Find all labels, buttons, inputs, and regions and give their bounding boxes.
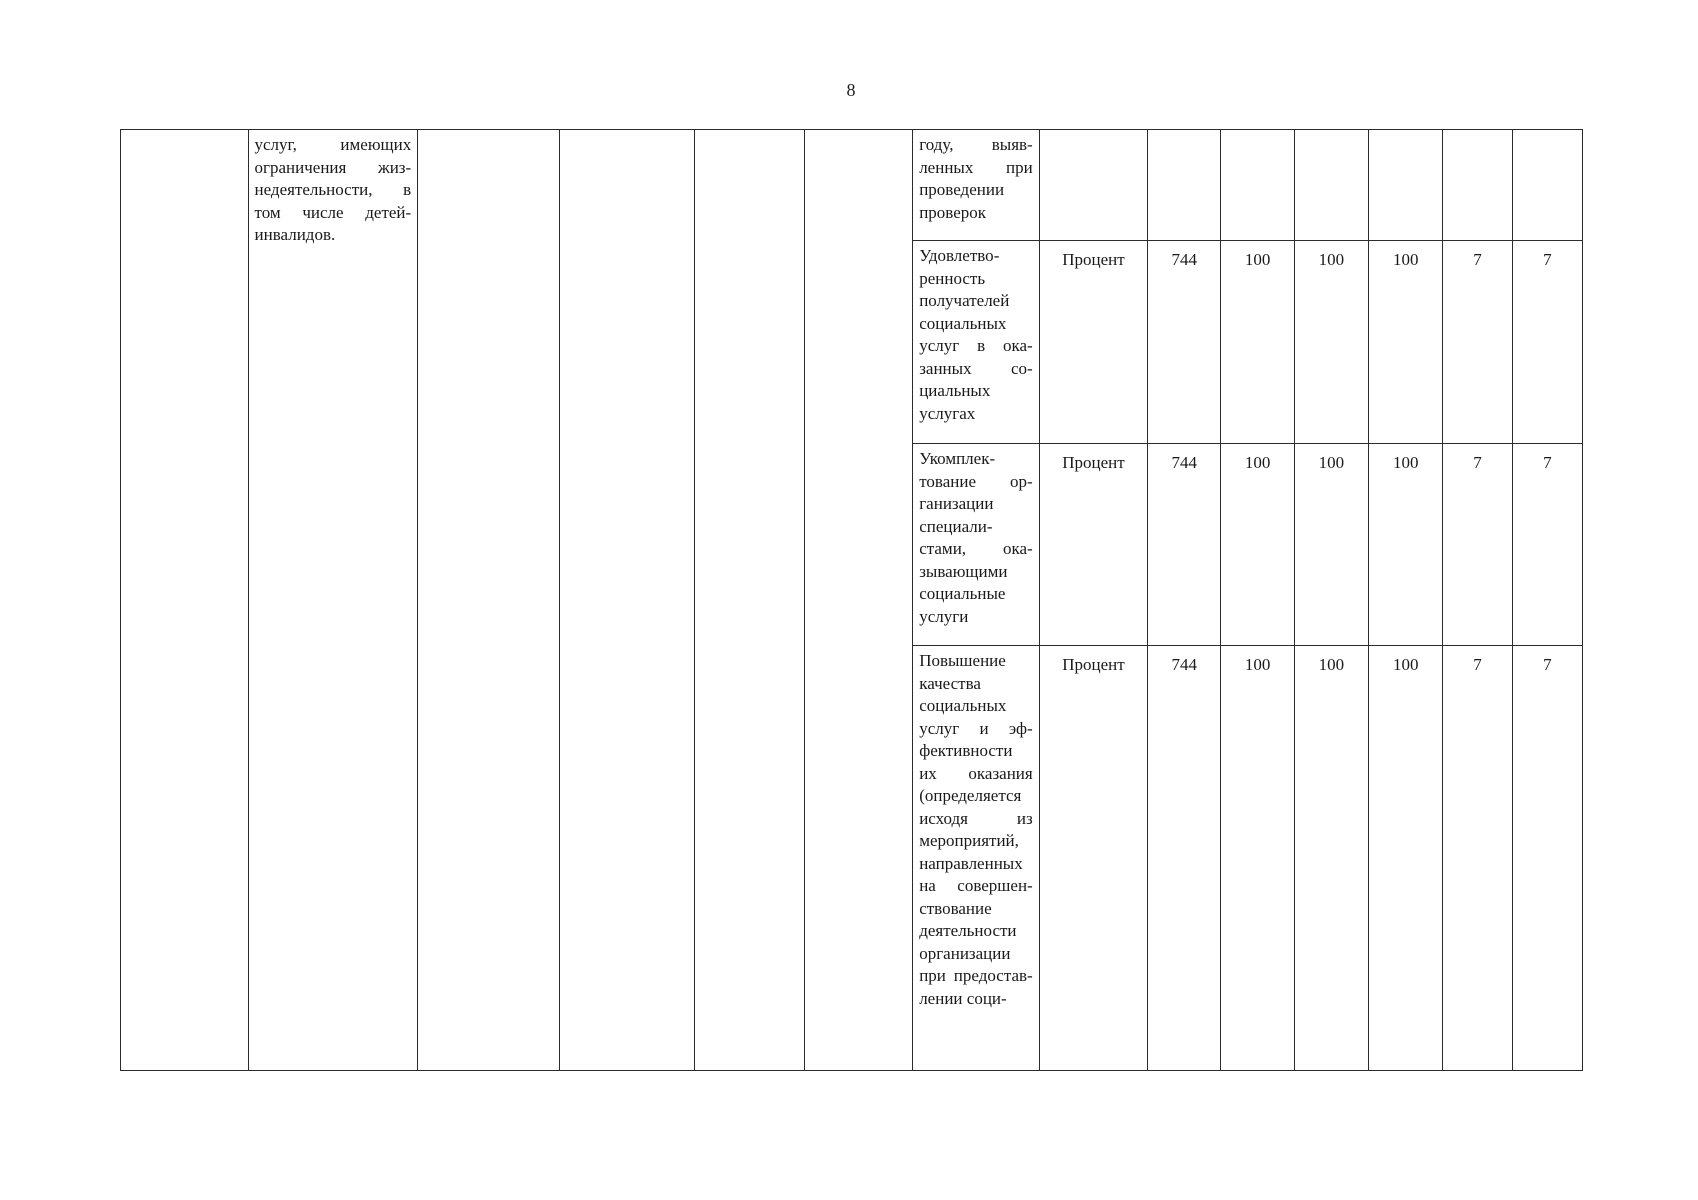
deviation-cell — [1443, 130, 1512, 241]
deviation-cell: 7 — [1512, 444, 1582, 646]
unit-cell: Процент — [1039, 241, 1147, 444]
deviation-cell — [1512, 130, 1582, 241]
indicator-name-cell: году, выявленных при проведении проверок — [913, 130, 1040, 241]
unit-cell — [1039, 130, 1147, 241]
empty-cell — [804, 130, 912, 1071]
empty-cell — [418, 130, 560, 1071]
indicators-table — [120, 129, 1583, 1071]
deviation-cell: 7 — [1443, 444, 1512, 646]
value-cell — [1294, 130, 1368, 241]
unit-cell: Процент — [1039, 444, 1147, 646]
deviation-cell: 7 — [1443, 241, 1512, 444]
value-cell: 100 — [1221, 646, 1294, 1071]
value-cell: 100 — [1221, 241, 1294, 444]
value-cell: 100 — [1369, 241, 1443, 444]
okei-code-cell: 744 — [1148, 444, 1221, 646]
deviation-cell: 7 — [1512, 241, 1582, 444]
value-cell: 100 — [1294, 444, 1368, 646]
table-row — [121, 130, 1583, 241]
value-cell — [1221, 130, 1294, 241]
indicator-name-cell: Укомплектование организации специалистами, оказывающими социальные услуги — [913, 444, 1040, 646]
empty-cell — [121, 130, 249, 1071]
empty-cell — [695, 130, 804, 1071]
indicator-name-cell: Удовлетворенность получателей социальных услуг в оказанных социальных услугах — [913, 241, 1040, 444]
value-cell: 100 — [1369, 646, 1443, 1071]
okei-code-cell: 744 — [1148, 241, 1221, 444]
okei-code-cell — [1148, 130, 1221, 241]
unit-cell: Процент — [1039, 646, 1147, 1071]
value-cell: 100 — [1294, 646, 1368, 1071]
value-cell: 100 — [1294, 241, 1368, 444]
indicator-name-cell: Повышение качества социальных услуг и эффективности их оказания (определяется исходя из мероприятий, направленных на совершенствование деятельности организации при предоставлении соци- — [913, 646, 1040, 1071]
deviation-cell: 7 — [1512, 646, 1582, 1071]
empty-cell — [559, 130, 695, 1071]
value-cell: 100 — [1221, 444, 1294, 646]
value-cell: 100 — [1369, 444, 1443, 646]
okei-code-cell: 744 — [1148, 646, 1221, 1071]
service-recipients-cell: услуг, имеющих ограничения жизнедеятельности, в том числе детей-инвалидов. — [248, 130, 418, 1071]
deviation-cell: 7 — [1443, 646, 1512, 1071]
value-cell — [1369, 130, 1443, 241]
page-number: 8 — [846, 80, 856, 100]
